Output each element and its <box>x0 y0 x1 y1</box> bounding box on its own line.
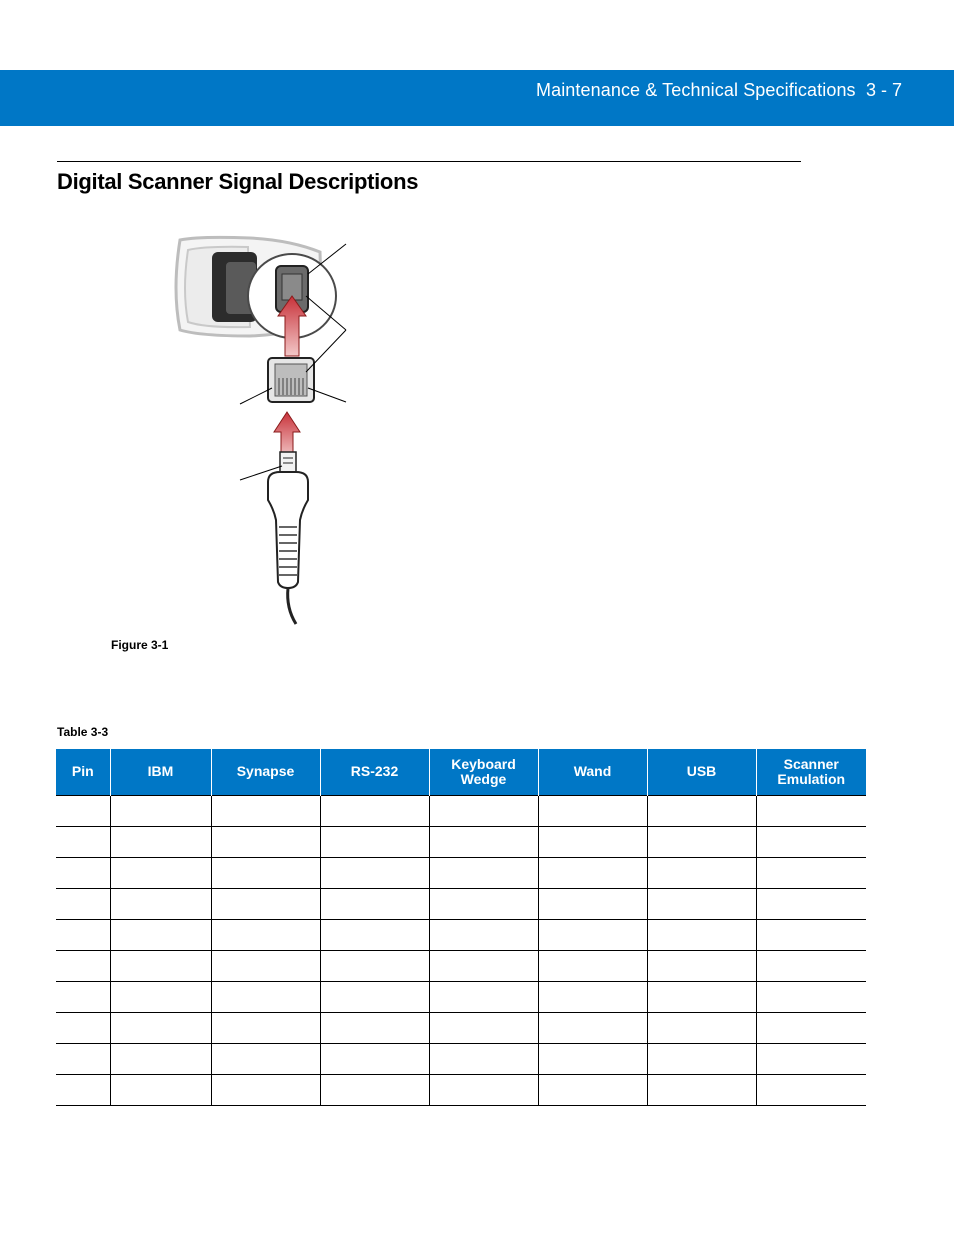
table-cell <box>211 981 320 1012</box>
table-row <box>56 795 866 826</box>
table-cell <box>56 919 110 950</box>
table-cell <box>56 888 110 919</box>
table-cell <box>211 950 320 981</box>
cable-boot <box>268 472 308 588</box>
table-cell <box>756 1074 866 1105</box>
table-cell <box>756 1012 866 1043</box>
table-cell <box>320 826 429 857</box>
table-cell <box>110 1043 211 1074</box>
column-header: RS-232 <box>320 749 429 795</box>
table-cell <box>211 857 320 888</box>
table-row <box>56 826 866 857</box>
table-cell <box>756 1043 866 1074</box>
table-cell <box>756 981 866 1012</box>
insert-arrow-lower <box>274 412 300 458</box>
table-row <box>56 1012 866 1043</box>
table-cell <box>110 981 211 1012</box>
table-cell <box>56 826 110 857</box>
table-cell <box>320 1012 429 1043</box>
table-row <box>56 981 866 1012</box>
table-cell <box>110 919 211 950</box>
table-cell <box>211 1074 320 1105</box>
table-cell <box>110 1012 211 1043</box>
table-cell <box>110 950 211 981</box>
column-header: Wand <box>538 749 647 795</box>
table-cell <box>56 857 110 888</box>
table-cell <box>538 795 647 826</box>
table-cell <box>320 888 429 919</box>
table-cell <box>429 826 538 857</box>
table-cell <box>538 1043 647 1074</box>
table-cell <box>647 981 756 1012</box>
table-cell <box>429 950 538 981</box>
table-row <box>56 888 866 919</box>
table-cell <box>647 888 756 919</box>
page-number: 3 - 7 <box>866 80 903 100</box>
table-cell <box>429 795 538 826</box>
table-cell <box>110 826 211 857</box>
column-header: USB <box>647 749 756 795</box>
table-cell <box>56 1043 110 1074</box>
signal-table <box>56 749 866 1106</box>
running-header-title: Maintenance & Technical Specifications <box>536 80 856 100</box>
table-cell <box>56 795 110 826</box>
table-cell <box>756 950 866 981</box>
table-cell <box>647 1012 756 1043</box>
table-cell <box>538 857 647 888</box>
scanner-cable-figure <box>160 230 360 630</box>
table-cell <box>56 981 110 1012</box>
table-header-row <box>56 749 866 795</box>
table-row <box>56 919 866 950</box>
table-cell <box>429 919 538 950</box>
table-cell <box>647 826 756 857</box>
section-rule <box>57 161 801 162</box>
column-header: Keyboard Wedge <box>429 749 538 795</box>
table-cell <box>429 857 538 888</box>
table-cell <box>647 1074 756 1105</box>
table-cell <box>429 1012 538 1043</box>
table-cell <box>211 826 320 857</box>
table-cell <box>56 950 110 981</box>
table-cell <box>320 950 429 981</box>
table-cell <box>647 795 756 826</box>
table-cell <box>320 857 429 888</box>
table-cell <box>538 919 647 950</box>
table-cell <box>429 1043 538 1074</box>
table-row <box>56 857 866 888</box>
column-header: Pin <box>56 749 110 795</box>
table-body <box>56 795 866 1105</box>
table-cell <box>538 888 647 919</box>
figure-caption: Figure 3-1 <box>111 638 169 652</box>
table-cell <box>110 1074 211 1105</box>
table-cell <box>538 1012 647 1043</box>
table-cell <box>211 919 320 950</box>
table-cell <box>647 857 756 888</box>
table-cell <box>647 919 756 950</box>
table-cell <box>211 1043 320 1074</box>
table-row <box>56 1074 866 1105</box>
table-cell <box>756 795 866 826</box>
table-cell <box>756 888 866 919</box>
table-cell <box>320 919 429 950</box>
table-cell <box>110 888 211 919</box>
table-cell <box>647 1043 756 1074</box>
table-cell <box>110 795 211 826</box>
table-cell <box>538 981 647 1012</box>
table-cell <box>429 981 538 1012</box>
column-header: IBM <box>110 749 211 795</box>
table-cell <box>538 1074 647 1105</box>
column-header: Synapse <box>211 749 320 795</box>
table-cell <box>320 1074 429 1105</box>
table-cell <box>538 826 647 857</box>
table-cell <box>211 888 320 919</box>
table-caption: Table 3-3 <box>57 725 109 739</box>
table-cell <box>647 950 756 981</box>
table-cell <box>429 888 538 919</box>
section-title: Digital Scanner Signal Descriptions <box>57 169 419 194</box>
table-cell <box>538 950 647 981</box>
table-cell <box>756 826 866 857</box>
table-cell <box>56 1012 110 1043</box>
table-row <box>56 950 866 981</box>
table-row <box>56 1043 866 1074</box>
table-cell <box>110 857 211 888</box>
table-cell <box>429 1074 538 1105</box>
cable <box>288 588 296 624</box>
table-cell <box>56 1074 110 1105</box>
table-cell <box>756 857 866 888</box>
table-cell <box>320 1043 429 1074</box>
table-cell <box>756 919 866 950</box>
table-cell <box>320 795 429 826</box>
table-cell <box>211 1012 320 1043</box>
column-header: Scanner Emulation <box>756 749 866 795</box>
table-cell <box>320 981 429 1012</box>
table-cell <box>211 795 320 826</box>
